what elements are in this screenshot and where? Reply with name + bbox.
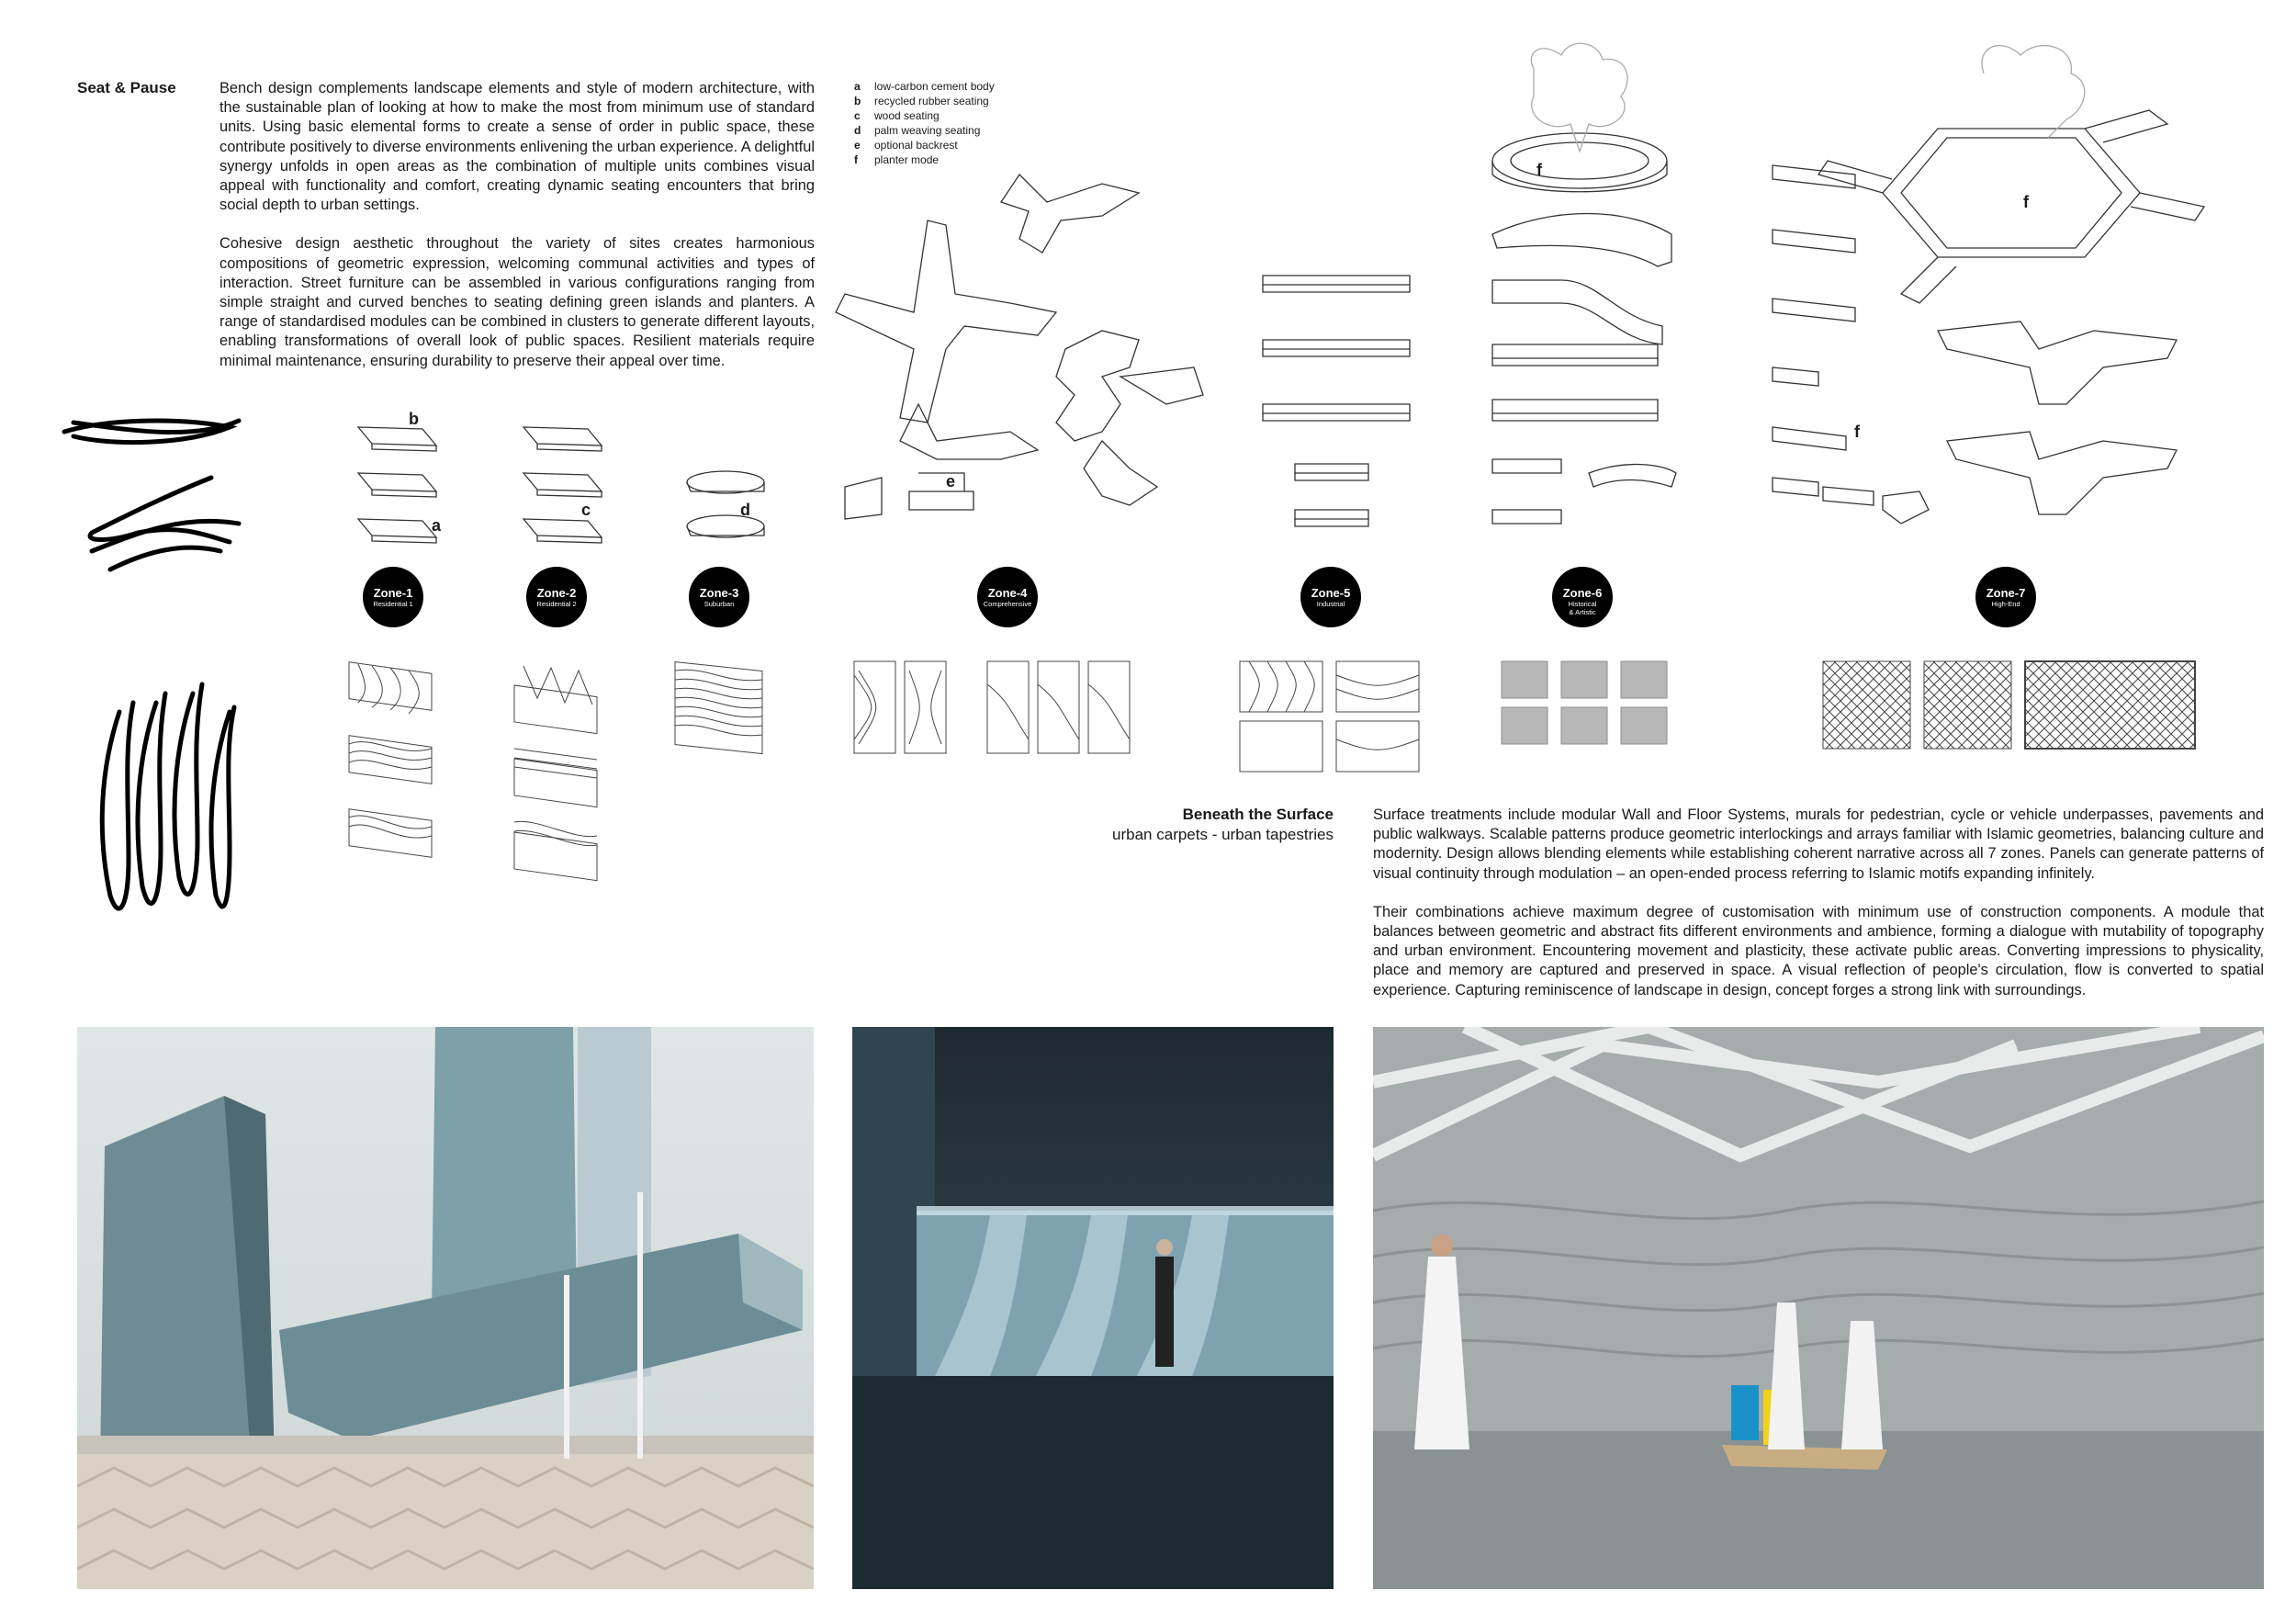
zone-2-badge: Zone-2 Residential 2 [526,567,587,627]
photo-wall-bench-people [1373,1027,2264,1589]
label-b: b [409,410,419,428]
bench-drawings-zone-4 [827,165,1212,542]
legend-item-e: e optional backrest [854,139,958,152]
materials-legend [854,79,995,167]
wall-panels-zone-4 [850,657,1162,767]
seat-pause-paragraph-1: Bench design complements landscape elements and style of modern architecture, with the sustainable plan of looking at how to make the most from minimum use of standard units. Using basic elemental forms to create a sense of order in public space, these contribute positively to diverse environments enlivening the urban experience. A delightful synergy unfolds in open areas as the combination of multiple units combines visual appeal with functionality and comfort, creating dynamic seating encounters that bring social depth to urban settings. [219,80,815,214]
label-e: e [946,472,956,491]
seat-pause-text [219,79,815,371]
label-d: d [740,501,750,519]
beneath-paragraph-2: Their combinations achieve maximum degree of customisation with minimum use of construction components. A module that balances between geometric and abstract fits different environments and ambience, forming a dialogue with mutability of topography and urban environment. Encountering movement and plasticity, these activate public areas. Converting impressions to physicality, place and memory are captured and preserved in space. A visual reflection of people's circulation, flow is converted to spatial experience. Capturing reminiscence of landscape in design, concept forges a strong link with surroundings. [1373,903,2264,998]
legend-item-a: a low-carbon cement body [854,80,995,93]
legend-item-f: f planter mode [854,153,940,166]
bench-drawings-zone-7 [1763,55,2250,533]
zone-7-badge: Zone-7 High-End [1975,567,2036,627]
seat-pause-heading: Seat & Pause [77,79,176,96]
zone-4-badge: Zone-4 Comprehensive [977,567,1038,627]
wall-panel-zone-3 [670,657,771,758]
beneath-subheading: urban carpets - urban tapestries [1112,826,1334,843]
zone-3-badge: Zone-3 Suburban [689,567,749,627]
legend-item-b: b recycled rubber seating [854,95,989,107]
beneath-heading-block [1010,806,1334,844]
flow-sketch-top [55,404,248,570]
label-c: c [581,501,591,519]
label-a: a [432,516,442,535]
label-f-zone7-planter: f [1854,423,1860,441]
seat-pause-paragraph-2: Cohesive design aesthetic throughout the variety of sites creates harmonious compositions of geometric expression, welcoming communal activities and types of interaction. Street furniture can be assembled in various configurations ranging from simple straight and curved benches to seating defining green islands and planters. A range of standardised modules can be combined in clusters to generate different layouts, enabling transformations of overall look of public spaces. Resilient materials require minimal maintenance, ensuring durability to preserve their appeal over time. [219,235,815,369]
legend-item-d: d palm weaving seating [854,124,981,137]
photo-towers-wall [77,1027,814,1589]
zone-6-badge: Zone-6 Historical & Artistic [1552,567,1613,627]
photo-underpass-lit-wall [852,1027,1334,1589]
bench-drawings-zone-5 [1258,266,1515,533]
label-f-zone7: f [2023,193,2029,211]
beneath-heading: Beneath the Surface [1182,806,1334,823]
legend-item-c: c wood seating [854,109,940,122]
bench-drawings-zones-1-3 [349,418,808,547]
label-f-zone6: f [1536,161,1542,179]
wall-panels-zone-5 [1235,657,1474,785]
wall-panels-zone-7 [1818,657,2204,758]
bench-drawings-zone-6 [1479,51,1690,528]
zone-1-badge: Zone-1 Residential 1 [363,567,423,627]
beneath-paragraph-1: Surface treatments include modular Wall and Floor Systems, murals for pedestrian, cycle or vehicle underpasses, pavements and public walkways. Scalable patterns produce geometric interlockings and arrays familiar with Islamic geometries, balancing culture and modernity. Design allows blending elements while establishing coherent narrative across all 7 zones. Panels can generate patterns of visual continuity through modulation – an open-ended process referring to Islamic motifs expanding infinitely. [1373,806,2264,882]
beneath-text [1373,806,2264,1000]
flow-sketch-bottom [92,675,248,932]
wall-panels-zone-6 [1497,657,1699,749]
wall-panels-zones-1-2 [344,657,620,877]
zone-5-badge: Zone-5 Industrial [1300,567,1361,627]
